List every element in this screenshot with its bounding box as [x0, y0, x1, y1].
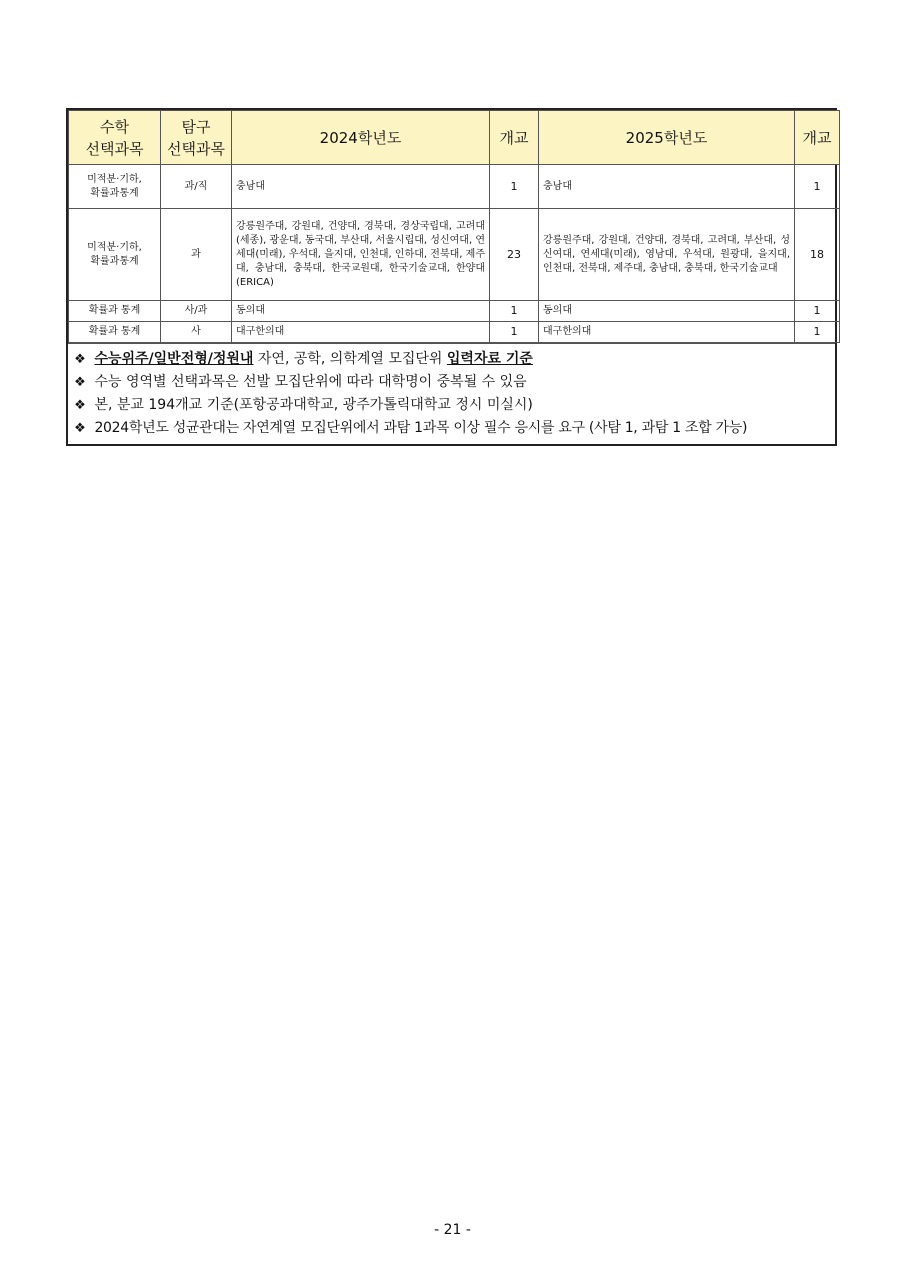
cell-inquiry: 과/직: [161, 165, 232, 209]
cell-count-2025: 18: [795, 209, 840, 301]
note-text: 자연, 공학, 의학계열 모집단위: [253, 351, 447, 367]
cell-math: 확률과 통계: [69, 322, 161, 343]
note-item: [70, 417, 829, 440]
cell-list-2024: 충남대: [232, 165, 490, 209]
note-text: 2024학년도 성균관대는 자연계열 모집단위에서 과탐 1과목 이상 필수 응시를 요구 (사탐 1, 과탐 1 조합 가능): [94, 420, 748, 436]
note-text: 본, 분교 194개교 기준(포항공과대학교, 광주가톨릭대학교 정시 미실시): [94, 397, 533, 413]
header-2024: 2024학년도: [232, 111, 490, 165]
cell-math: 확률과 통계: [69, 301, 161, 322]
cell-inquiry: 사/과: [161, 301, 232, 322]
table-row: [69, 165, 840, 209]
info-box: [66, 108, 837, 446]
note-emphasis: 수능위주/일반전형/정원내: [94, 351, 254, 367]
cell-count-2024: 23: [490, 209, 539, 301]
page-number: - 21 -: [434, 1222, 471, 1238]
note-item: [70, 348, 829, 371]
cell-list-2024: 강릉원주대, 강원대, 건양대, 경북대, 경상국립대, 고려대(세종), 광운대, 동국대, 부산대, 서울시립대, 성신여대, 연세대(미래), 우석대, 을지대, 인천대, 인하대, 전북대, 제주대, 충남대, 충북대, 한국교원대, 한국기술교대, 한양대(ERICA): [232, 209, 490, 301]
note-item: [70, 394, 829, 417]
cell-count-2025: 1: [795, 301, 840, 322]
header-math: 수학 선택과목: [69, 111, 161, 165]
cell-list-2025: 강릉원주대, 강원대, 건양대, 경북대, 고려대, 부산대, 성신여대, 연세대(미래), 영남대, 우석대, 원광대, 을지대, 인천대, 전북대, 제주대, 충남대, 충북대, 한국기술교대: [539, 209, 795, 301]
diamond-bullet-icon: ❖: [74, 352, 86, 367]
diamond-bullet-icon: ❖: [74, 398, 86, 413]
header-count-2025: 개교: [795, 111, 840, 165]
note-text: 수능 영역별 선택과목은 선발 모집단위에 따라 대학명이 중복될 수 있음: [94, 374, 527, 390]
cell-count-2025: 1: [795, 165, 840, 209]
note-item: [70, 371, 829, 394]
note-emphasis: 입력자료 기준: [446, 351, 533, 367]
cell-math: 미적분·기하, 확률과통계: [69, 209, 161, 301]
cell-list-2025: 동의대: [539, 301, 795, 322]
cell-list-2024: 대구한의대: [232, 322, 490, 343]
table-row: [69, 301, 840, 322]
diamond-bullet-icon: ❖: [74, 375, 86, 390]
header-2025: 2025학년도: [539, 111, 795, 165]
cell-list-2025: 충남대: [539, 165, 795, 209]
table-row: [69, 322, 840, 343]
cell-count-2024: 1: [490, 322, 539, 343]
cell-inquiry: 과: [161, 209, 232, 301]
cell-list-2025: 대구한의대: [539, 322, 795, 343]
header-inquiry: 탐구 선택과목: [161, 111, 232, 165]
cell-inquiry: 사: [161, 322, 232, 343]
cell-count-2024: 1: [490, 301, 539, 322]
header-row: [69, 111, 840, 165]
cell-math: 미적분·기하, 확률과통계: [69, 165, 161, 209]
diamond-bullet-icon: ❖: [74, 421, 86, 436]
cell-list-2024: 동의대: [232, 301, 490, 322]
table-row: [69, 209, 840, 301]
cell-count-2024: 1: [490, 165, 539, 209]
header-count-2024: 개교: [490, 111, 539, 165]
cell-count-2025: 1: [795, 322, 840, 343]
subject-table: [68, 110, 840, 343]
notes: [68, 343, 835, 444]
